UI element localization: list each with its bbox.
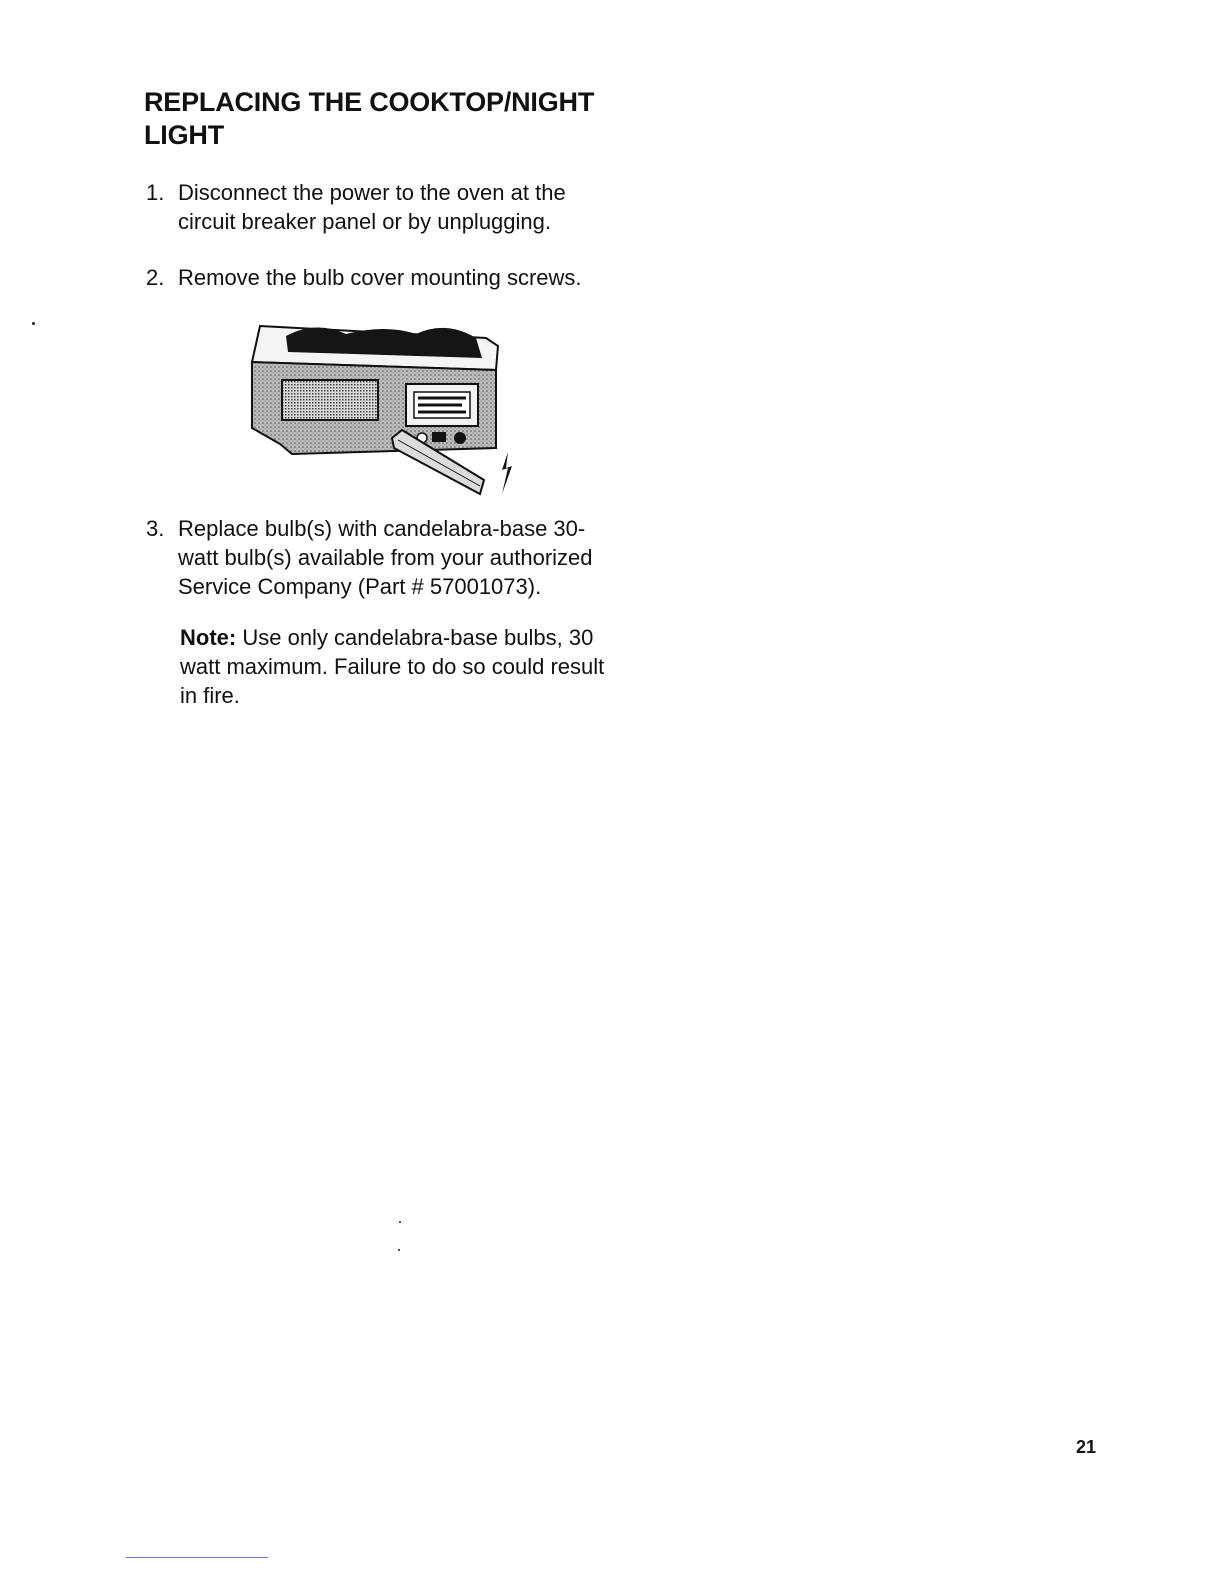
step-2: [146, 263, 616, 292]
step-text: Remove the bulb cover mounting screws.: [178, 265, 582, 290]
step-number: 1.: [146, 180, 165, 205]
note-label: Note:: [180, 625, 237, 650]
scan-speck: [398, 1249, 400, 1251]
microwave-bulb-cover-illustration: [246, 318, 522, 498]
step-3: [146, 514, 616, 601]
page-number: 21: [1076, 1437, 1097, 1457]
page-heading: REPLACING THE COOKTOP/NIGHT LIGHT: [144, 87, 595, 150]
step-1: [146, 178, 616, 236]
scan-speck: [32, 322, 35, 325]
scan-speck: [399, 1221, 401, 1223]
step-number: 2.: [146, 265, 165, 290]
step-text: Replace bulb(s) with candelabra-base 30-watt bulb(s) available from your authorized Service Company (Part # 57001073).: [178, 516, 593, 599]
step-text: Disconnect the power to the oven at the circuit breaker panel or by unplugging.: [178, 180, 566, 234]
step-number: 3.: [146, 516, 165, 541]
note-text: Use only candelabra-base bulbs, 30 watt maximum. Failure to do so could result in fire.: [180, 625, 605, 708]
note-paragraph: [180, 623, 616, 710]
footer-rule: [126, 1557, 268, 1558]
